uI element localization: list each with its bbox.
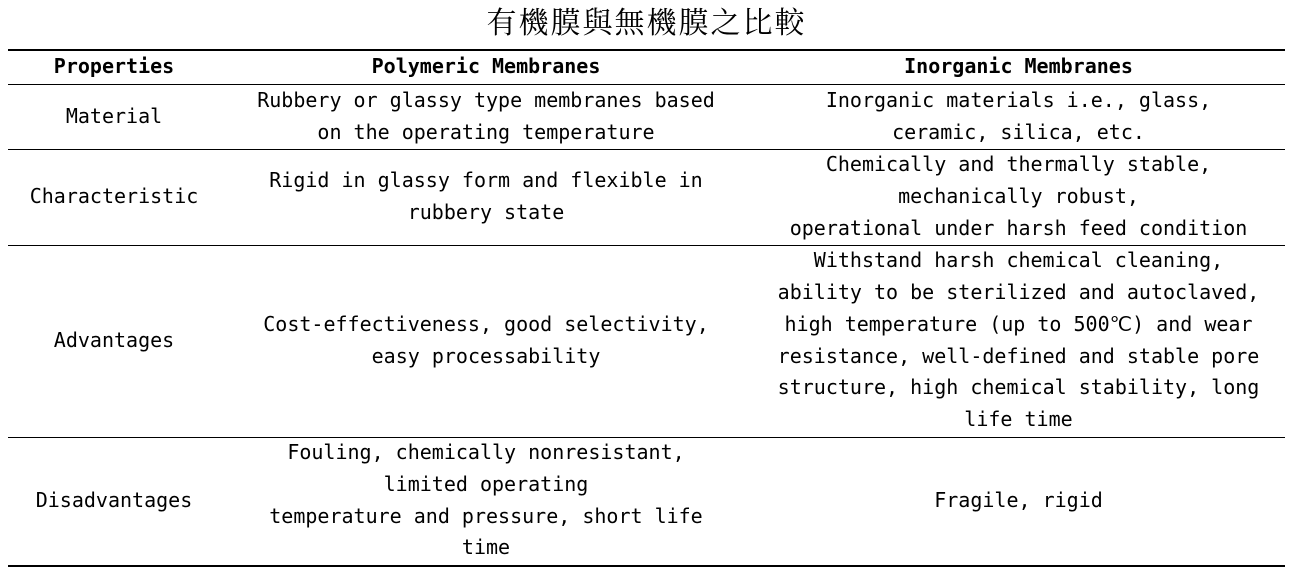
inorganic-cell: Chemically and thermally stable, mechanically robust, operational under harsh feed condition [789,152,1248,240]
header-properties: Properties [53,54,175,79]
header-polymeric-membranes: Polymeric Membranes [371,54,601,79]
row-divider [8,245,1285,246]
inorganic-cell: Inorganic materials i.e., glass, ceramic, silica, etc. [825,88,1212,144]
row-divider [8,437,1285,438]
inorganic-cell: Fragile, rigid [934,487,1103,512]
table-top-border [8,49,1285,51]
property-cell: Advantages [53,327,175,352]
polymeric-cell: Cost-effectiveness, good selectivity, easy processability [263,311,709,368]
property-cell: Disadvantages [35,487,193,512]
row-divider [8,149,1285,150]
document-title: 有機膜與無機膜之比較 [486,6,807,41]
inorganic-cell: Withstand harsh chemical cleaning, ability to be sterilized and autoclaved, high temperature (up to 500℃) and wear resistance, well-defined and stable pore structure, high chemical stability, long life time [777,248,1260,432]
header-divider [8,84,1285,85]
comparison-table [8,49,1285,565]
table-bottom-border [8,565,1285,567]
polymeric-cell: Rubbery or glassy type membranes based on the operating temperature [257,88,715,144]
property-cell: Characteristic [29,184,199,209]
polymeric-cell: Rigid in glassy form and flexible in rubbery state [269,168,703,224]
property-cell: Material [65,104,163,129]
header-inorganic-membranes: Inorganic Membranes [904,54,1133,79]
polymeric-cell: Fouling, chemically nonresistant, limited operating temperature and pressure, short life time [269,439,703,560]
